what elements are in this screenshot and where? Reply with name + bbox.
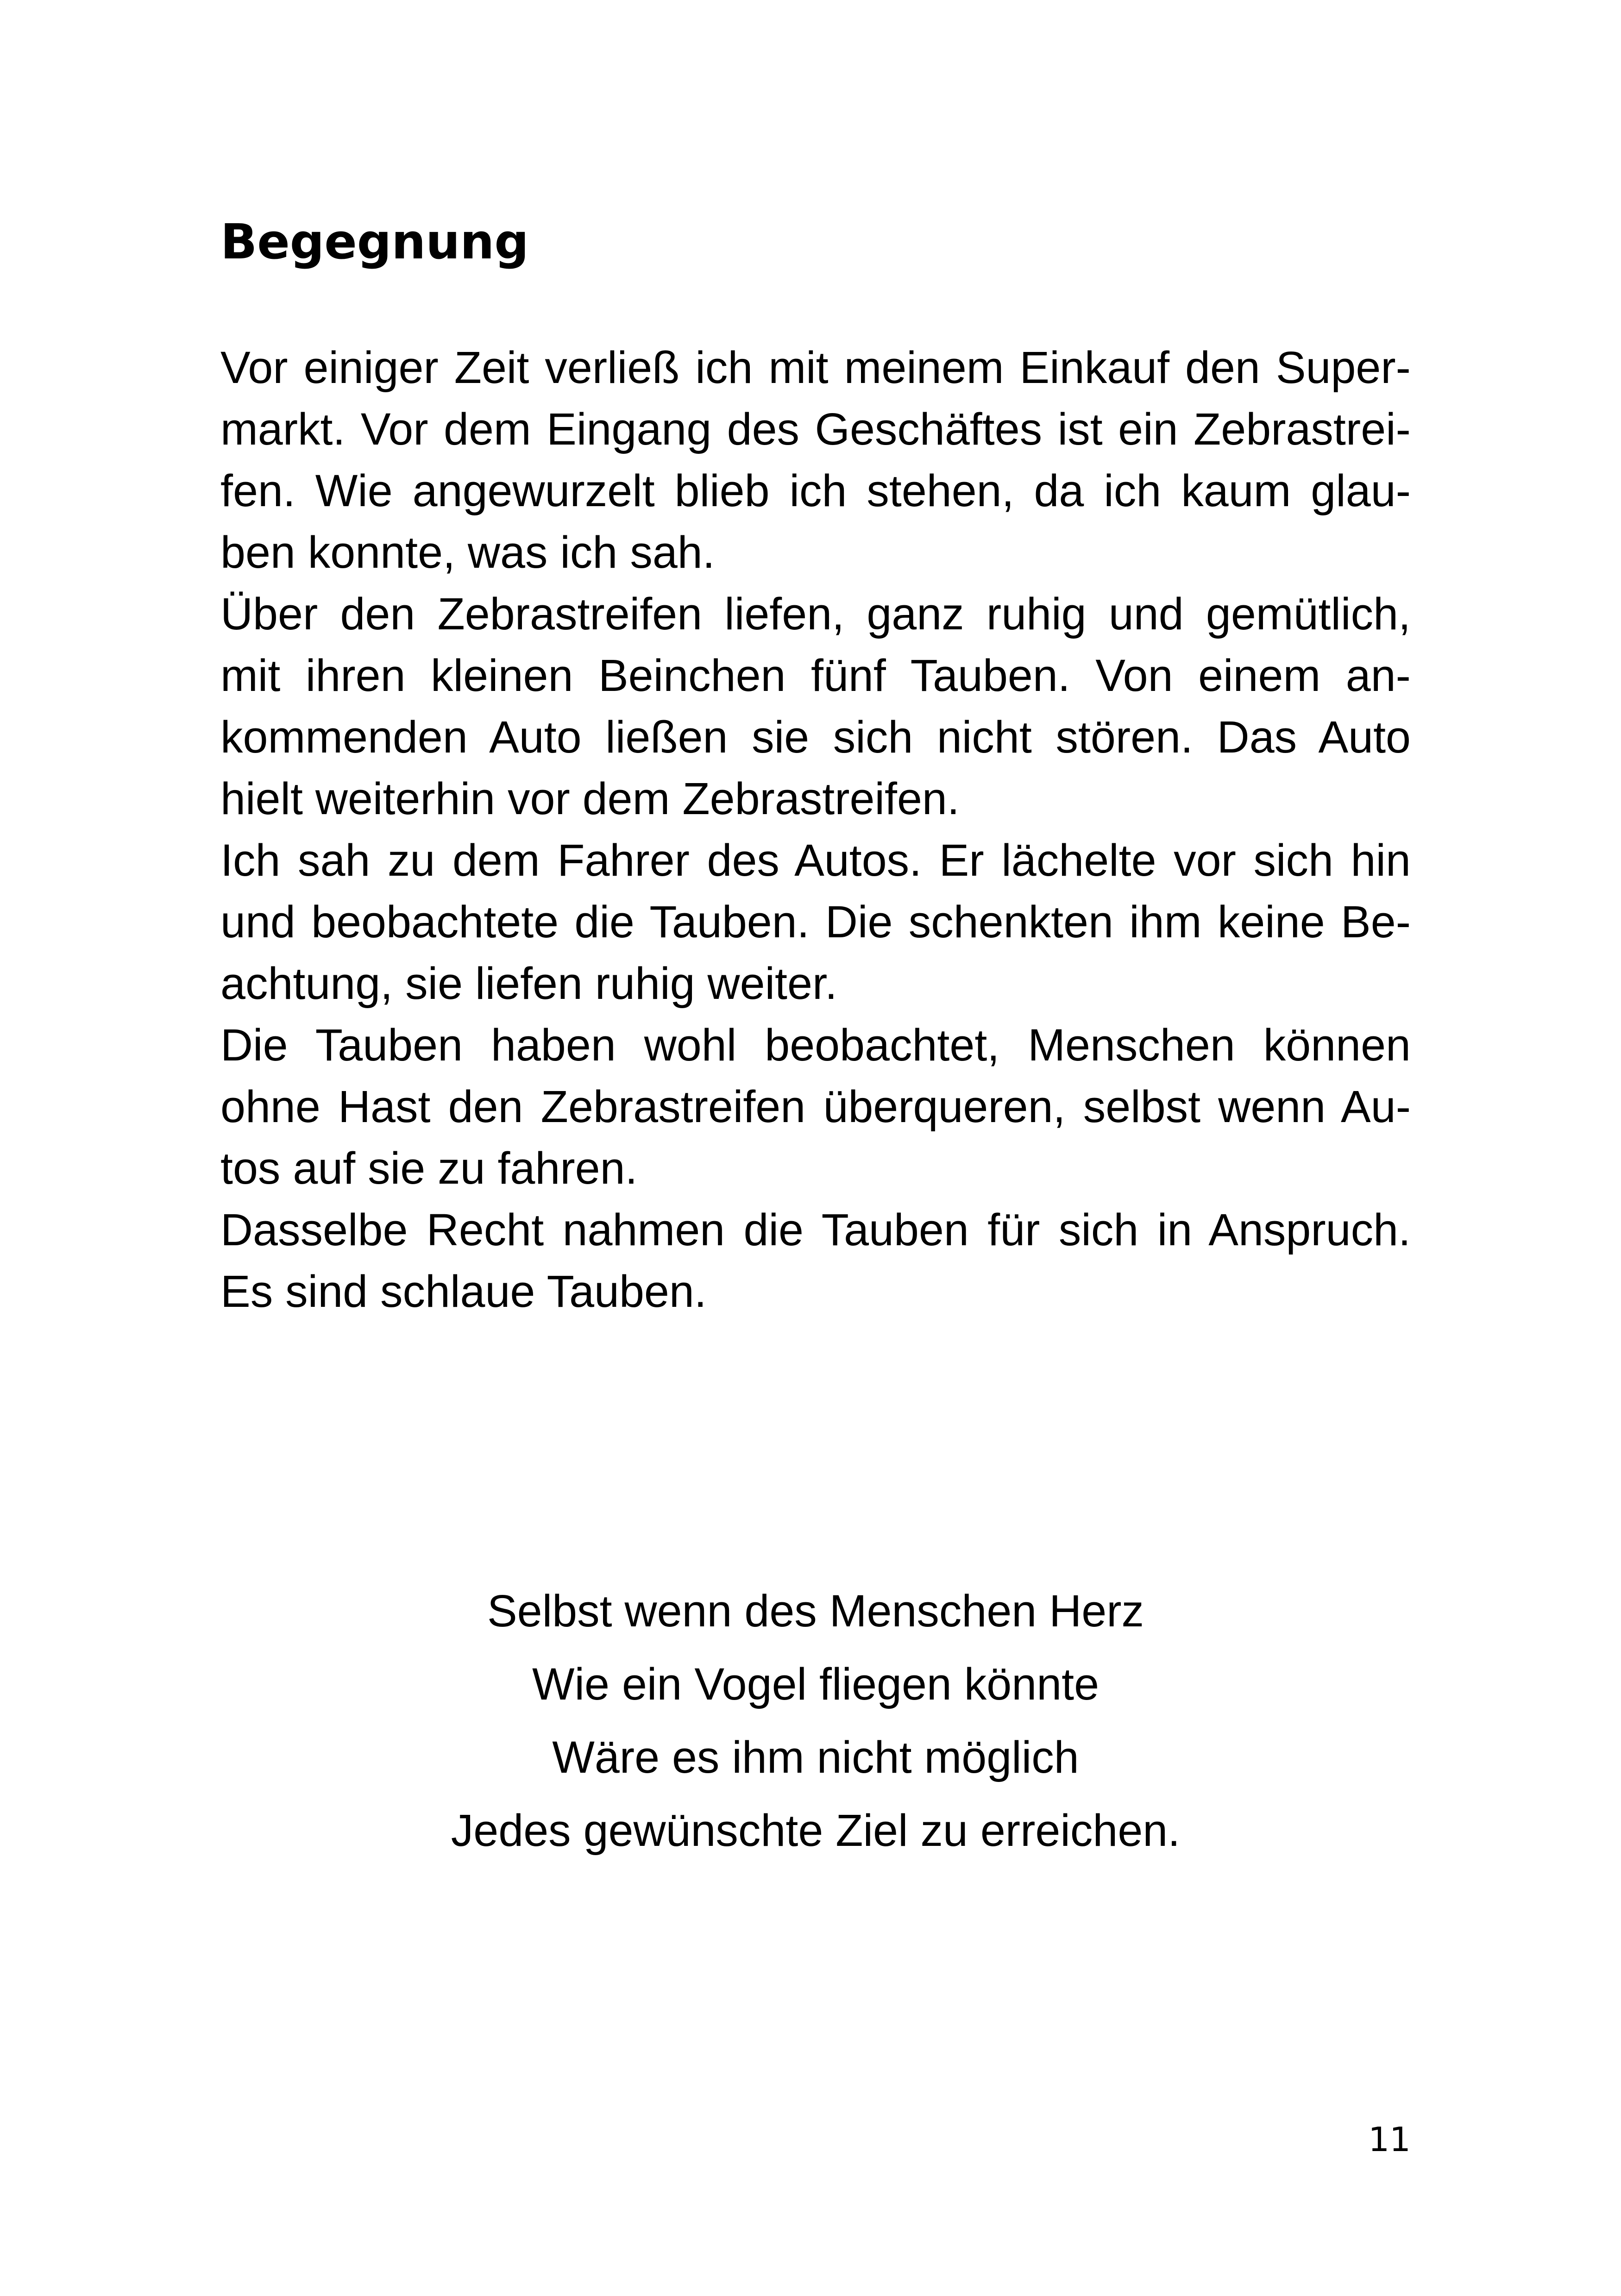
body-line: Dasselbe Recht nahmen die Tauben für sich in Anspruch. bbox=[220, 1204, 1411, 1255]
body-line: und beobachtete die Tauben. Die schenkten ihm keine Be- bbox=[220, 897, 1411, 947]
poem-line: Wie ein Vogel fliegen könnte bbox=[532, 1659, 1100, 1709]
page-number: 11 bbox=[1368, 2120, 1411, 2159]
poem-verse bbox=[220, 1575, 1411, 1867]
body-line: markt. Vor dem Eingang des Geschäftes ist ein Zebrastrei- bbox=[220, 404, 1411, 454]
body-line: ben konnte, was ich sah. bbox=[220, 527, 715, 577]
body-line: hielt weiterhin vor dem Zebrastreifen. bbox=[220, 773, 960, 824]
body-line: achtung, sie liefen ruhig weiter. bbox=[220, 958, 837, 1009]
body-line: fen. Wie angewurzelt blieb ich stehen, da ich kaum glau- bbox=[220, 465, 1411, 516]
body-line: Über den Zebrastreifen liefen, ganz ruhig und gemütlich, bbox=[220, 589, 1411, 639]
body-line: Vor einiger Zeit verließ ich mit meinem Einkauf den Super- bbox=[220, 342, 1411, 393]
body-line: ohne Hast den Zebrastreifen überqueren, selbst wenn Au- bbox=[220, 1081, 1411, 1132]
story-body bbox=[220, 337, 1411, 1322]
body-line: tos auf sie zu fahren. bbox=[220, 1143, 638, 1193]
poem-line: Selbst wenn des Menschen Herz bbox=[487, 1586, 1144, 1636]
poem-line: Wäre es ihm nicht möglich bbox=[552, 1732, 1079, 1782]
poem-line: Jedes gewünschte Ziel zu erreichen. bbox=[451, 1805, 1181, 1856]
body-line: Es sind schlaue Tauben. bbox=[220, 1266, 707, 1317]
body-line: kommenden Auto ließen sie sich nicht stören. Das Auto bbox=[220, 712, 1411, 762]
story-title: Begegnung bbox=[220, 213, 529, 270]
body-line: Ich sah zu dem Fahrer des Autos. Er lächelte vor sich hin bbox=[220, 835, 1411, 885]
body-line: mit ihren kleinen Beinchen fünf Tauben. Von einem an- bbox=[220, 650, 1411, 701]
body-line: Die Tauben haben wohl beobachtet, Menschen können bbox=[220, 1020, 1411, 1070]
